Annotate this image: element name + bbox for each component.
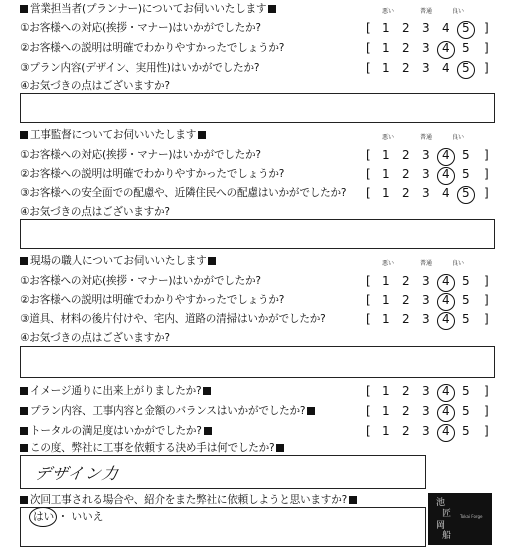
rating-option-1[interactable]: 1 (382, 384, 390, 398)
rating-option-1[interactable]: 1 (382, 293, 390, 307)
square-bullet-icon (276, 444, 284, 452)
rating-option-4[interactable]: 4 (442, 186, 450, 200)
square-bullet-icon (20, 5, 28, 13)
rating-option-3[interactable]: 3 (422, 424, 430, 438)
selected-circle-icon (437, 312, 455, 330)
rating-option-5[interactable]: 5 (462, 404, 470, 418)
scale-bad-label: 悪い (382, 260, 395, 267)
rating-option-5[interactable]: 5 (462, 21, 470, 35)
rating-option-5[interactable]: 5 (462, 167, 470, 181)
logo-char-1: 池 (436, 498, 446, 508)
s2-q3: ③お客様への安全面での配慮や、近隣住民への配慮はいかがでしたか? (20, 187, 347, 199)
s1-q2: ②お客様への説明は明確でわかりやすかったでしょうか? (20, 42, 285, 54)
company-logo (428, 493, 492, 545)
selected-circle-icon (457, 186, 475, 204)
scale-good-label: 良い (452, 260, 465, 267)
rating-option-5[interactable]: 5 (462, 41, 470, 55)
s3-q4: ④お気づきの点はございますか? (20, 332, 170, 344)
rating-option-1[interactable]: 1 (382, 21, 390, 35)
logo-char-4: 船 (442, 531, 452, 541)
s4-q3 (20, 424, 212, 438)
rating-option-2[interactable]: 2 (402, 167, 410, 181)
rating-option-1[interactable]: 1 (382, 404, 390, 418)
s2-q1: ①お客様への対応(挨拶・マナー)はいかがでしたか? (20, 149, 261, 161)
s1-q1: ①お客様への対応(挨拶・マナー)はいかがでしたか? (20, 22, 261, 34)
bracket-open: [ (366, 61, 371, 75)
bracket-close: ] (484, 274, 489, 288)
decision-question-text: この度、弊社に工事を依頼する決め手は何でしたか? (30, 442, 275, 454)
rating-option-2[interactable]: 2 (402, 404, 410, 418)
scale-bad-label: 悪い (382, 8, 395, 15)
rating-option-3[interactable]: 3 (422, 41, 430, 55)
rating-option-5[interactable]: 5 (462, 61, 470, 75)
rating-option-4[interactable]: 4 (442, 384, 450, 398)
bracket-open: [ (366, 424, 371, 438)
s4-q2 (20, 404, 315, 418)
bracket-open: [ (366, 384, 371, 398)
rating-option-1[interactable]: 1 (382, 167, 390, 181)
decision-question (20, 441, 284, 455)
square-bullet-icon (20, 496, 28, 504)
rating-option-4[interactable]: 4 (442, 312, 450, 326)
comment-box[interactable] (20, 346, 495, 378)
s2-q2: ②お客様への説明は明確でわかりやすかったでしょうか? (20, 168, 285, 180)
next-question (20, 493, 357, 507)
rating-option-4[interactable]: 4 (442, 41, 450, 55)
square-bullet-icon (204, 427, 212, 435)
rating-option-2[interactable]: 2 (402, 312, 410, 326)
logo-char-3: 岡 (436, 521, 446, 531)
selected-circle-icon (437, 384, 455, 402)
bracket-open: [ (366, 293, 371, 307)
rating-option-2[interactable]: 2 (402, 41, 410, 55)
s3-q1: ①お客様への対応(挨拶・マナー)はいかがでしたか? (20, 275, 261, 287)
bracket-open: [ (366, 274, 371, 288)
selected-circle-icon (457, 61, 475, 79)
square-bullet-icon (20, 131, 28, 139)
s4-q1-text: イメージ通りに出来上がりましたか? (30, 385, 202, 397)
next-options (33, 510, 103, 524)
rating-option-5[interactable]: 5 (462, 384, 470, 398)
scale-good-label: 良い (452, 134, 465, 141)
square-bullet-icon (20, 257, 28, 265)
section2-header-text: 工事監督についてお伺いいたします (30, 129, 197, 141)
scale-bad-label: 悪い (382, 134, 395, 141)
square-bullet-icon (307, 407, 315, 415)
rating-option-2[interactable]: 2 (402, 424, 410, 438)
rating-option-2[interactable]: 2 (402, 274, 410, 288)
rating-option-3[interactable]: 3 (422, 61, 430, 75)
rating-option-3[interactable]: 3 (422, 21, 430, 35)
section1-header (20, 2, 276, 16)
bracket-close: ] (484, 404, 489, 418)
selected-circle-icon (457, 21, 475, 39)
rating-option-2[interactable]: 2 (402, 61, 410, 75)
scale-normal-label: 普通 (420, 134, 433, 141)
rating-option-5[interactable]: 5 (462, 424, 470, 438)
rating-option-3[interactable]: 3 (422, 312, 430, 326)
s4-q2-text: プラン内容、工事内容と金額のバランスはいかがでしたか? (30, 405, 306, 417)
next-question-text: 次回工事される場合や、紹介をまた弊社に依頼しようと思いますか? (30, 494, 348, 506)
rating-option-5[interactable]: 5 (462, 312, 470, 326)
rating-option-3[interactable]: 3 (422, 384, 430, 398)
logo-english: Tokai Forge (460, 514, 483, 519)
rating-option-3[interactable]: 3 (422, 167, 430, 181)
bracket-close: ] (484, 293, 489, 307)
decision-answer-box[interactable] (20, 455, 426, 489)
bracket-open: [ (366, 312, 371, 326)
bracket-open: [ (366, 41, 371, 55)
rating-option-1[interactable]: 1 (382, 148, 390, 162)
section2-header (20, 128, 206, 142)
bracket-close: ] (484, 424, 489, 438)
rating-option-5[interactable]: 5 (462, 274, 470, 288)
rating-option-3[interactable]: 3 (422, 404, 430, 418)
bracket-open: [ (366, 404, 371, 418)
comment-box[interactable] (20, 219, 495, 249)
scale-normal-label: 普通 (420, 8, 433, 15)
selected-circle-icon (437, 293, 455, 311)
option-yes[interactable] (33, 510, 54, 524)
rating-option-2[interactable]: 2 (402, 384, 410, 398)
rating-option-5[interactable]: 5 (462, 148, 470, 162)
rating-option-1[interactable]: 1 (382, 274, 390, 288)
option-no[interactable]: いいえ (71, 511, 104, 523)
section1-header-text: 営業担当者(プランナー)についてお伺いいたします (30, 3, 267, 15)
rating-option-2[interactable]: 2 (402, 186, 410, 200)
selected-circle-icon (29, 507, 57, 527)
scale-normal-label: 普通 (420, 260, 433, 267)
next-answer-box (20, 507, 426, 547)
s3-q3: ③道具、材料の後片付けや、宅内、道路の清掃はいかがでしたか? (20, 313, 326, 325)
square-bullet-icon (198, 131, 206, 139)
rating-option-4[interactable]: 4 (442, 274, 450, 288)
bracket-close: ] (484, 186, 489, 200)
bracket-open: [ (366, 148, 371, 162)
rating-option-1[interactable]: 1 (382, 424, 390, 438)
rating-option-5[interactable]: 5 (462, 186, 470, 200)
square-bullet-icon (20, 427, 28, 435)
rating-option-5[interactable]: 5 (462, 293, 470, 307)
bracket-close: ] (484, 61, 489, 75)
bracket-open: [ (366, 167, 371, 181)
bracket-close: ] (484, 312, 489, 326)
rating-option-4[interactable]: 4 (442, 424, 450, 438)
s4-q3-text: トータルの満足度はいかがでしたか? (30, 425, 202, 437)
option-separator: ・ (57, 511, 69, 523)
s1-q3: ③プラン内容(デザイン、実用性)はいかがでしたか? (20, 62, 260, 74)
bracket-close: ] (484, 148, 489, 162)
rating-option-2[interactable]: 2 (402, 148, 410, 162)
bracket-close: ] (484, 384, 489, 398)
square-bullet-icon (20, 444, 28, 452)
rating-option-3[interactable]: 3 (422, 274, 430, 288)
bracket-open: [ (366, 21, 371, 35)
decision-answer: デザイン力 (33, 464, 121, 483)
logo-char-2: 匠 (442, 509, 452, 519)
rating-option-4[interactable]: 4 (442, 61, 450, 75)
rating-option-2[interactable]: 2 (402, 21, 410, 35)
bracket-close: ] (484, 21, 489, 35)
comment-box[interactable] (20, 93, 495, 123)
selected-circle-icon (437, 404, 455, 422)
selected-circle-icon (437, 148, 455, 166)
rating-option-1[interactable]: 1 (382, 312, 390, 326)
selected-circle-icon (437, 274, 455, 292)
rating-option-1[interactable]: 1 (382, 41, 390, 55)
s1-q4: ④お気づきの点はございますか? (20, 80, 170, 92)
rating-option-4[interactable]: 4 (442, 167, 450, 181)
rating-option-4[interactable]: 4 (442, 404, 450, 418)
square-bullet-icon (20, 387, 28, 395)
square-bullet-icon (268, 5, 276, 13)
scale-good-label: 良い (452, 8, 465, 15)
selected-circle-icon (437, 41, 455, 59)
rating-option-3[interactable]: 3 (422, 148, 430, 162)
selected-circle-icon (437, 167, 455, 185)
bracket-open: [ (366, 186, 371, 200)
rating-option-1[interactable]: 1 (382, 186, 390, 200)
selected-circle-icon (437, 424, 455, 442)
section3-header-text: 現場の職人についてお伺いいたします (30, 255, 207, 267)
rating-option-1[interactable]: 1 (382, 61, 390, 75)
s4-q1 (20, 384, 211, 398)
square-bullet-icon (349, 496, 357, 504)
bracket-close: ] (484, 167, 489, 181)
square-bullet-icon (203, 387, 211, 395)
s2-q4: ④お気づきの点はございますか? (20, 206, 170, 218)
bracket-close: ] (484, 41, 489, 55)
option-yes-label: はい (33, 511, 55, 523)
rating-option-4[interactable]: 4 (442, 293, 450, 307)
rating-option-4[interactable]: 4 (442, 148, 450, 162)
square-bullet-icon (20, 407, 28, 415)
square-bullet-icon (208, 257, 216, 265)
section3-header (20, 254, 216, 268)
s3-q2: ②お客様への説明は明確でわかりやすかったでしょうか? (20, 294, 285, 306)
rating-option-3[interactable]: 3 (422, 293, 430, 307)
rating-option-2[interactable]: 2 (402, 293, 410, 307)
rating-option-4[interactable]: 4 (442, 21, 450, 35)
rating-option-3[interactable]: 3 (422, 186, 430, 200)
